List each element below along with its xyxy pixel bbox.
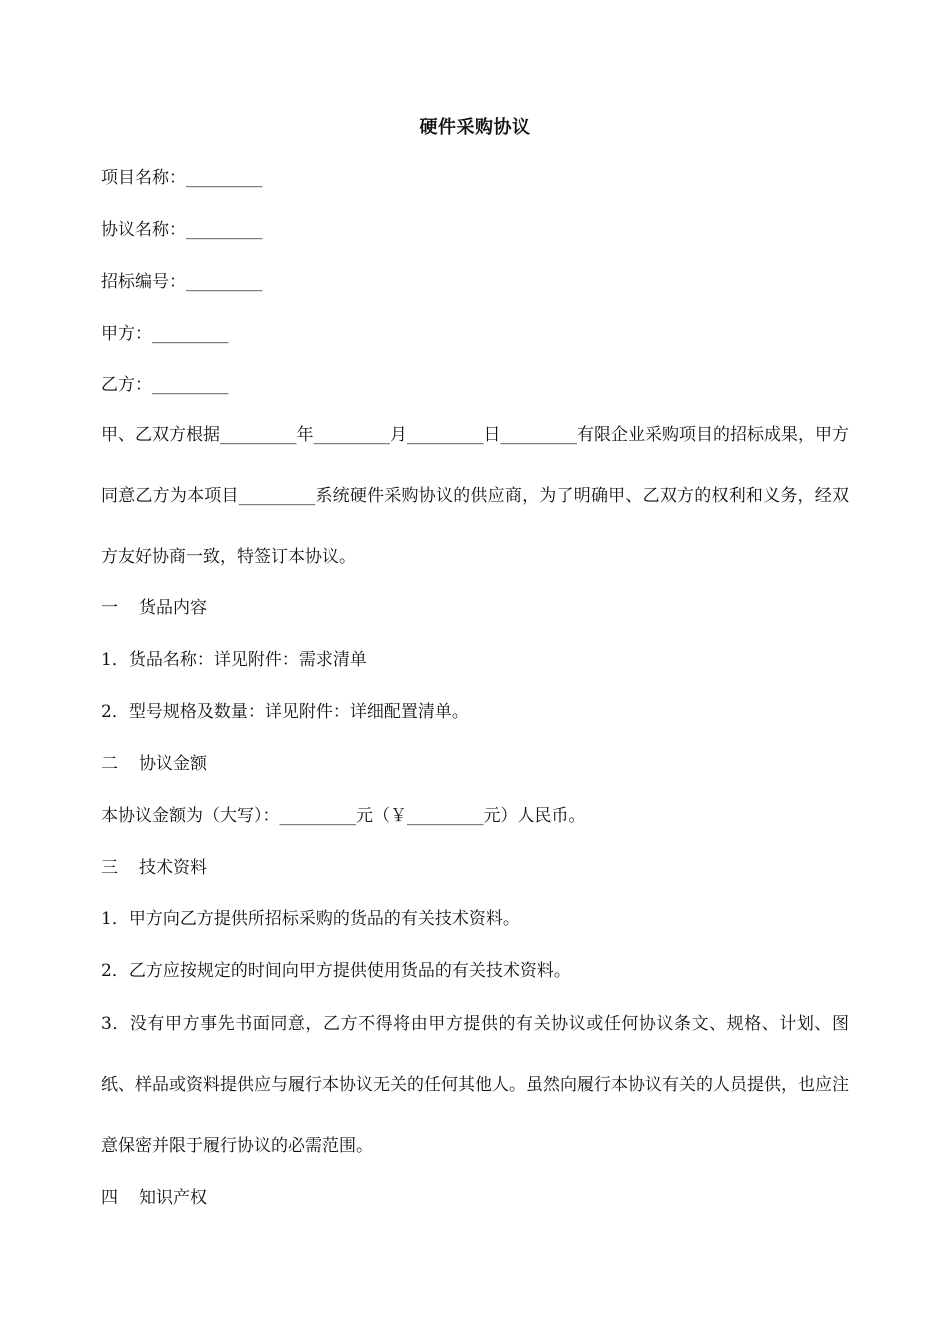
section-heading-1 xyxy=(101,596,207,620)
section1-item-2: 2．型号规格及数量：详见附件：详细配置清单。 xyxy=(101,702,469,722)
section3-item-2: 2．乙方应按规定的时间向甲方提供使用货品的有关技术资料。 xyxy=(101,961,571,981)
section-heading-3 xyxy=(101,856,207,880)
field-party-b: 乙方：_________ xyxy=(101,375,229,395)
section2-amount-text: 本协议金额为（大写）：_________元（￥_________元）人民币。 xyxy=(101,806,586,826)
section-title: 协议金额 xyxy=(139,754,207,774)
section-number: 四 xyxy=(101,1188,118,1208)
section3-item-1: 1．甲方向乙方提供所招标采购的货品的有关技术资料。 xyxy=(101,909,520,929)
section-number: 三 xyxy=(101,858,118,878)
field-tender-number: 招标编号：_________ xyxy=(101,272,263,292)
field-project-name: 项目名称：_________ xyxy=(101,168,263,188)
document-title: 硬件采购协议 xyxy=(419,117,531,138)
section-number: 二 xyxy=(101,754,118,774)
section3-item-3: 3．没有甲方事先书面同意，乙方不得将由甲方提供的有关协议或任何协议条文、规格、计划、图纸、样品或资料提供应与履行本协议无关的任何其他人。虽然向履行本协议有关的人员提供，也应注意保密并限于履行协议的必需范围。 xyxy=(101,1014,849,1156)
section-title: 知识产权 xyxy=(139,1188,207,1208)
section-heading-4 xyxy=(101,1186,207,1210)
field-agreement-name: 协议名称：_________ xyxy=(101,220,263,240)
intro-paragraph: 甲、乙双方根据_________年_________月_________日_________有限企业采购项目的招标成果，甲方同意乙方为本项目_________系统硬件采购协议的供应商，为了明确甲、乙双方的权利和义务，经双方友好协商一致，特签订本协议。 xyxy=(101,425,849,567)
field-party-a: 甲方：_________ xyxy=(101,324,229,344)
section-title: 货品内容 xyxy=(139,598,207,618)
section-heading-2 xyxy=(101,752,207,776)
section-title: 技术资料 xyxy=(139,858,207,878)
section1-item-1: 1．货品名称：详见附件：需求清单 xyxy=(101,650,367,670)
section-number: 一 xyxy=(101,598,118,618)
